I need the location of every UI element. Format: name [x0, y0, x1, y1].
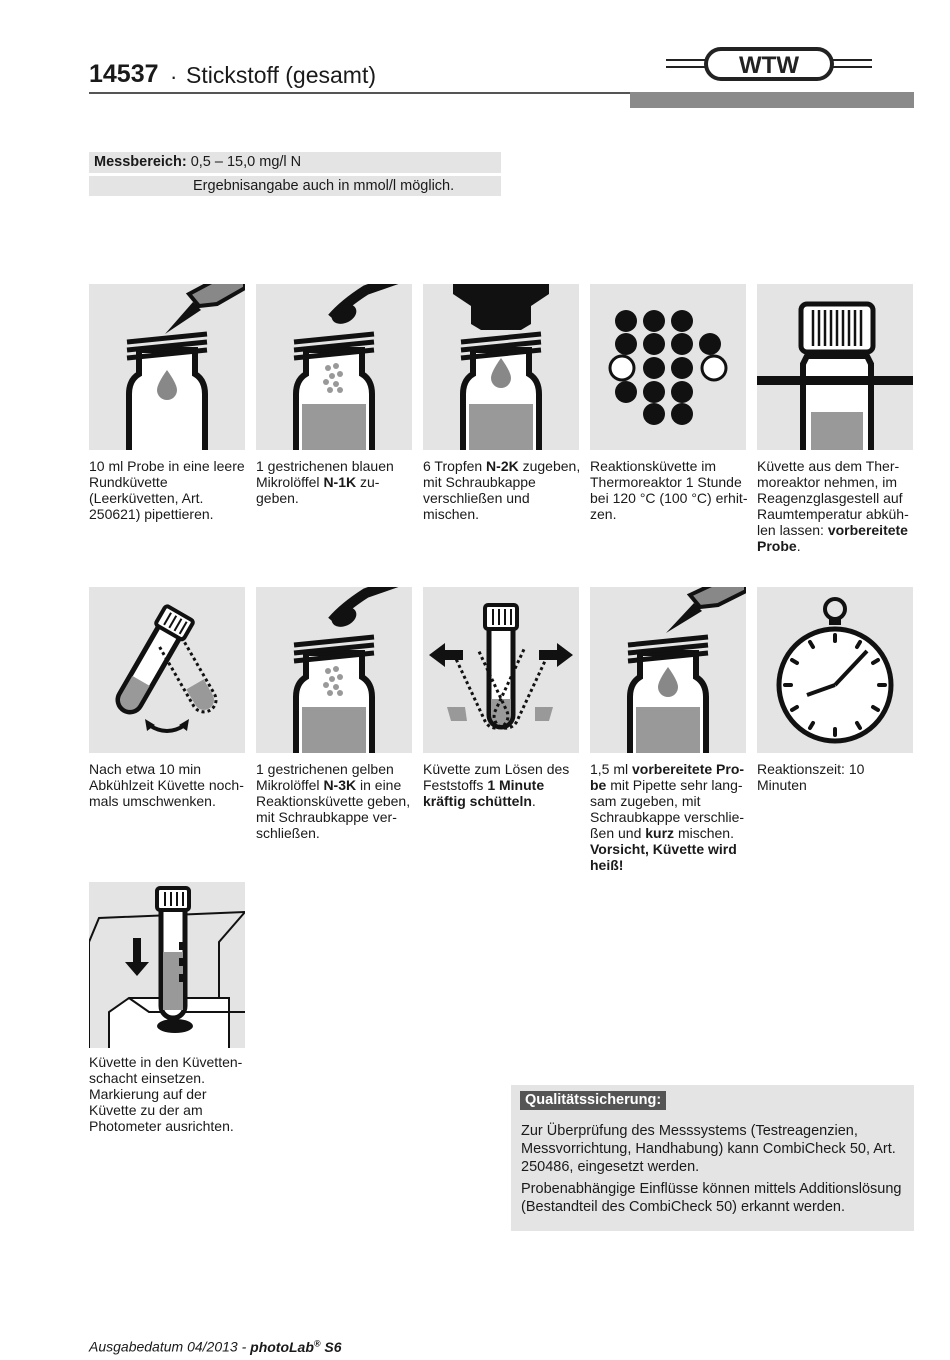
step-7-spoon-illustration — [256, 587, 412, 753]
step-6-caption: Nach etwa 10 min Abkühlzeit Küvette nochmals umschwenken. — [89, 761, 244, 809]
step-7-caption: 1 gestrichenen gelben Mikrolöffel N-3K in eine Reaktionsküvette geben, mit Schraubkappe verschließen. — [256, 761, 411, 841]
issue-date: Ausgabedatum 04/2013 — [89, 1338, 238, 1355]
range-note: Ergebnisangabe auch in mmol/l möglich. — [89, 176, 501, 196]
step-11-photometer-illustration — [89, 882, 245, 1048]
product-number: 14537 — [89, 60, 159, 88]
step-4-thermoreactor-illustration — [590, 284, 746, 450]
range-value: 0,5 – 15,0 mg/l N — [190, 154, 302, 170]
step-4-caption: Reaktionsküvette im Thermoreaktor 1 Stunde bei 120 °C (100 °C) erhitzen. — [590, 458, 748, 522]
title-separator: · — [170, 64, 178, 89]
page-title: Stickstoff (gesamt) — [186, 62, 377, 88]
step-3-caption: 6 Tropfen N-2K zugeben, mit Schraubkappe verschließen und mischen. — [423, 458, 581, 522]
footer: Ausgabedatum 04/2013 - photoLab® S6 — [89, 1338, 342, 1355]
wtw-logo — [666, 46, 872, 87]
step-10-stopwatch-illustration — [757, 587, 913, 753]
quality-assurance-paragraph-2: Probenabhängige Einflüsse können mittels Additionslösung (Bestandteil des CombiCheck 50) erkannt werden. — [521, 1181, 902, 1215]
footer-brand: photoLab® S6 — [250, 1338, 342, 1355]
step-8-caption: Küvette zum Lösen des Feststoffs 1 Minute kräftig schütteln. — [423, 761, 570, 809]
logo-text: WTW — [739, 52, 799, 79]
quality-assurance-title: Qualitätssicherung: — [520, 1091, 666, 1110]
step-2-spoon-illustration — [256, 284, 412, 450]
step-9-caption: 1,5 ml vorbereitete Probe mit Pipette sehr langsam zugeben, mit Schraubkappe verschließen und kurz mischen. Vorsicht, Küvette wird heiß! — [590, 761, 745, 873]
step-8-shake-illustration — [423, 587, 579, 753]
step-2-caption: 1 gestrichenen blauen Mikrolöffel N-1K zugeben. — [256, 458, 394, 506]
step-1-caption: 10 ml Probe in eine leere Rundküvette (Leerküvetten, Art. 250621) pipettieren. — [89, 458, 245, 522]
step-6-swirl-illustration — [89, 587, 245, 753]
header-bar — [630, 92, 914, 108]
step-5-caption: Küvette aus dem Thermoreaktor nehmen, im Reagenzglasgestell auf Raumtemperatur abkühlen lassen: vorbereitete Probe. — [757, 458, 909, 554]
range-label: Messbereich: — [94, 154, 187, 170]
step-11-caption: Küvette in den Küvettenschacht einsetzen. Markierung auf der Küvette zu der am Photometer ausrichten. — [89, 1054, 243, 1134]
measuring-range — [89, 152, 501, 173]
step-1-pipette-illustration — [89, 284, 245, 450]
step-3-dropper-illustration — [423, 284, 579, 450]
step-10-caption: Reaktionszeit: 10 Minuten — [757, 761, 865, 793]
step-5-rack-illustration — [757, 284, 913, 450]
quality-assurance-paragraph-1: Zur Überprüfung des Messsystems (Testreagenzien, Messvorrichtung, Handhabung) kann CombiCheck 50, Art. 250486, eingesetzt werden. — [521, 1123, 896, 1175]
step-9-pipette-illustration — [590, 587, 746, 753]
